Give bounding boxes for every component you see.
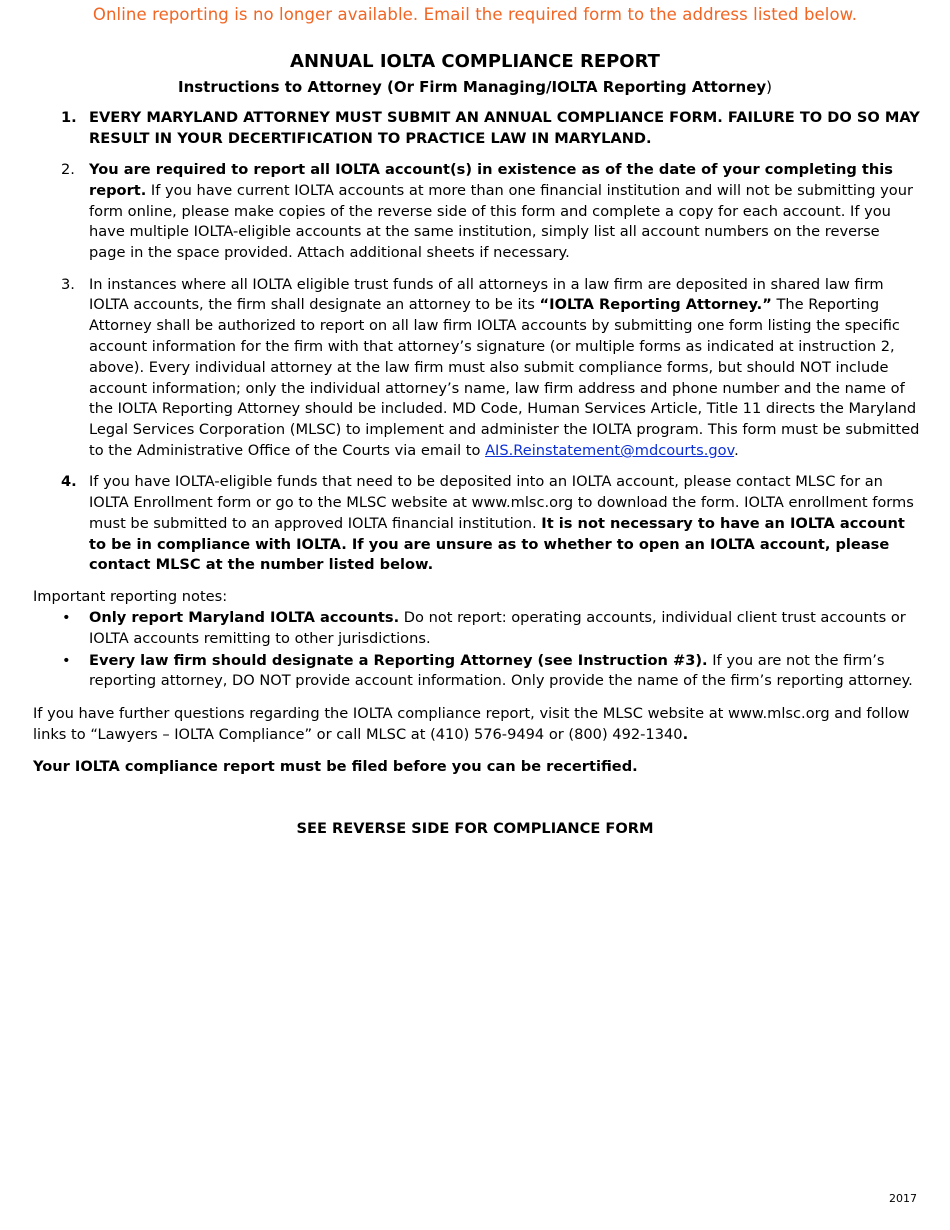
notes-list	[0, 608, 950, 693]
further-questions-paragraph	[33, 704, 923, 746]
instruction-number: 2.	[61, 161, 75, 179]
instruction-number: 1.	[61, 109, 77, 126]
note-text: Do not report: operating accounts, individual client trust accounts or IOLTA accounts remitting to other jurisdictions.	[89, 609, 906, 647]
instruction-item-2	[0, 160, 950, 264]
instruction-item-1	[0, 108, 950, 150]
recertified-notice: Your IOLTA compliance report must be filed before you can be recertified.	[33, 758, 638, 775]
notes-label: Important reporting notes:	[33, 588, 228, 605]
instruction-text: If you have IOLTA-eligible funds that need to be deposited into an IOLTA account, please contact MLSC for an IOLTA Enrollment form or go to the MLSC website at www.mlsc.org to download the form. IOLTA enrollment forms must be submitted to an approved IOLTA financial institution.	[89, 473, 914, 532]
further-questions-text: If you have further questions regarding the IOLTA compliance report, visit the MLSC website at www.mlsc.org and follow links to “Lawyers – IOLTA Compliance” or call MLSC at (410) 576-9494 or (800) 492-1340	[33, 705, 910, 743]
instruction-text: In instances where all IOLTA eligible trust funds of all attorneys in a law firm are deposited in shared law firm IOLTA accounts, the firm shall designate an attorney to be its	[89, 275, 884, 314]
further-questions-period: .	[682, 725, 689, 743]
instruction-number: 4.	[61, 473, 77, 491]
note-text: If you are not the firm’s reporting attorney, DO NOT provide account information. Only provide the name of the firm’s reporting attorney.	[89, 651, 913, 690]
reverse-side-notice: SEE REVERSE SIDE FOR COMPLIANCE FORM	[296, 820, 654, 837]
note-item-1	[0, 608, 950, 650]
page-subtitle	[0, 77, 950, 97]
instruction-bold-text: “IOLTA Reporting Attorney.”	[539, 296, 772, 314]
instruction-item-4	[0, 472, 950, 576]
bullet-icon: •	[62, 651, 71, 669]
instruction-text: If you have current IOLTA accounts at more than one financial institution and will not be submitting your form online, please make copies of the reverse side of this form and complete a copy for each account. If you have multiple IOLTA-eligible accounts at the same institution, simply list all account numbers on the reverse page in the space provided. Attach additional sheets if necessary.	[89, 181, 913, 262]
instruction-number: 3.	[61, 275, 75, 293]
instructions-list	[0, 108, 950, 587]
bullet-icon: •	[62, 609, 71, 626]
instruction-text-continued: The Reporting Attorney shall be authorized to report on all law firm IOLTA accounts by submitting one form listing the specific account information for the firm with that attorney’s signature (or multiple forms as indicated at instruction 2, above). Every individual attorney at the law firm must also submit compliance forms, but should NOT include account information; only the individual attorney’s name, law firm address and phone number and the name of the IOLTA Reporting Attorney should be included. MD Code, Human Services Article, Title 11 directs the Maryland Legal Services Corporation (MLSC) to implement and administer the IOLTA program. This form must be submitted to the Administrative Office of the Courts via email to	[89, 296, 920, 459]
instruction-bold-text: EVERY MARYLAND ATTORNEY MUST SUBMIT AN ANNUAL COMPLIANCE FORM. FAILURE TO DO SO MAY RESULT IN YOUR DECERTIFICATION TO PRACTICE LAW IN MARYLAND.	[89, 109, 920, 147]
instruction-bold-text: You are required to report all IOLTA account(s) in existence as of the date of your completing this report.	[89, 161, 893, 199]
note-bold-text: Only report Maryland IOLTA accounts.	[89, 609, 400, 626]
notice-banner: Online reporting is no longer available. Email the required form to the address listed below.	[92, 5, 858, 24]
email-link[interactable]: AIS.Reinstatement@mdcourts.gov	[485, 441, 735, 459]
note-bold-text: Every law firm should designate a Reporting Attorney (see Instruction #3).	[89, 651, 708, 669]
subtitle-close-paren: )	[766, 78, 773, 96]
instruction-period: .	[734, 441, 739, 459]
instruction-item-3	[0, 275, 950, 462]
note-item-2	[0, 651, 950, 693]
instruction-bold-text: It is not necessary to have an IOLTA account to be in compliance with IOLTA. If you are unsure as to whether to open an IOLTA account, please contact MLSC at the number listed below.	[89, 514, 905, 574]
subtitle-text: Instructions to Attorney (Or Firm Managing/IOLTA Reporting Attorney	[177, 78, 767, 96]
page-title: ANNUAL IOLTA COMPLIANCE REPORT	[290, 51, 660, 72]
form-year: 2017	[889, 1192, 917, 1205]
